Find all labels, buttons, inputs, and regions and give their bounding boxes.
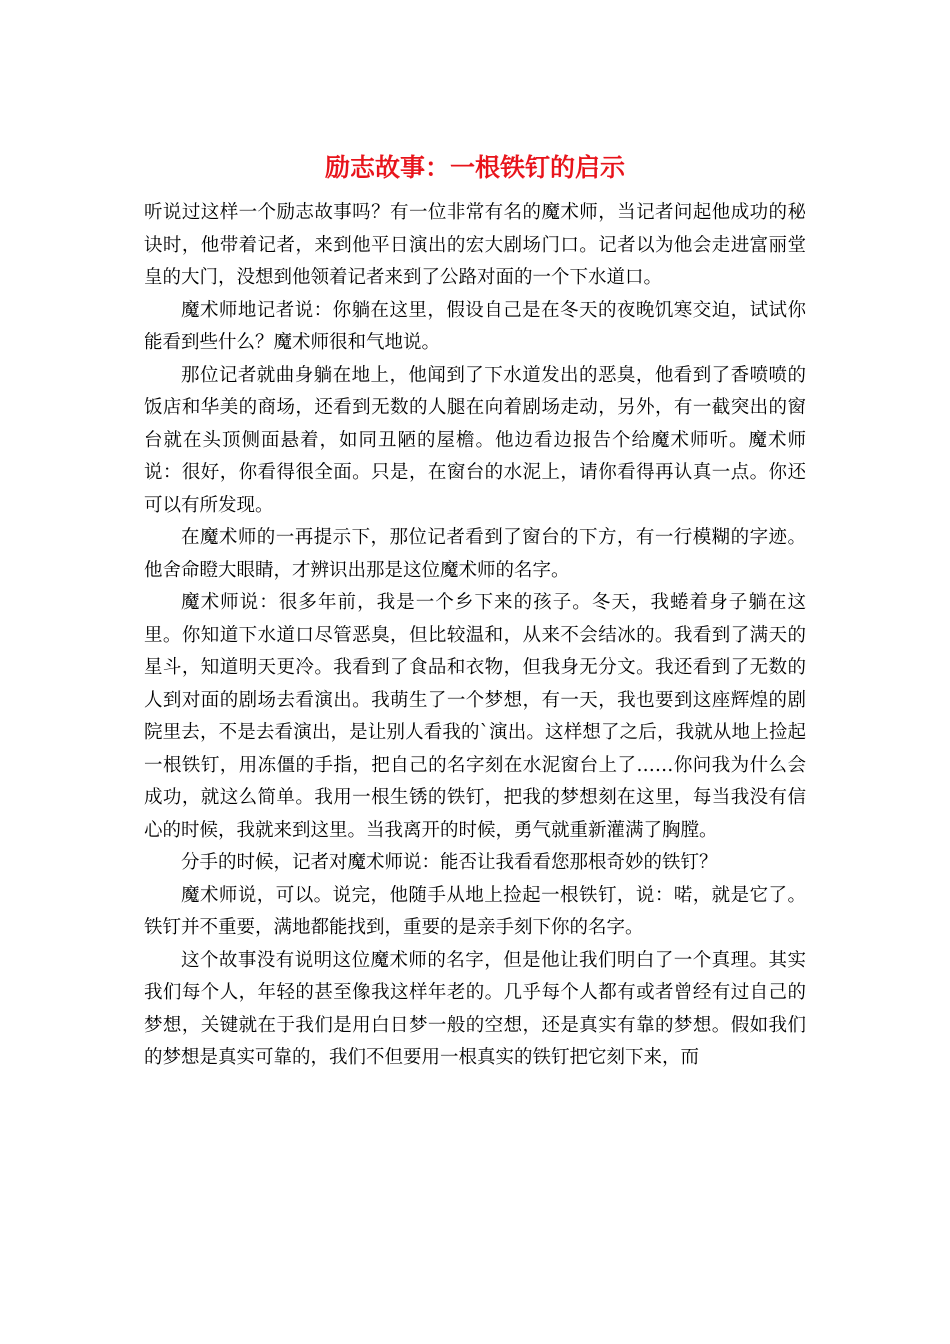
- paragraph-3: 那位记者就曲身躺在地上，他闻到了下水道发出的恶臭，他看到了香喷喷的饭店和华美的商场，还看到无数的人腿在向着剧场走动，另外，有一截突出的窗台就在头顶侧面悬着，如同丑陋的屋檐。他边看边报告个给魔术师听。魔术师说：很好，你看得很全面。只是，在窗台的水泥上，请你看得再认真一点。你还可以有所发现。: [144, 364, 806, 516]
- paragraph-4: 在魔术师的一再提示下，那位记者看到了窗台的下方，有一行模糊的字迹。他舍命瞪大眼睛，才辨识出那是这位魔术师的名字。: [144, 527, 806, 581]
- paragraph-1: 听说过这样一个励志故事吗？有一位非常有名的魔术师，当记者问起他成功的秘诀时，他带着记者，来到他平日演出的宏大剧场门口。记者以为他会走进富丽堂皇的大门，没想到他领着记者来到了公路对面的一个下水道口。: [144, 202, 806, 288]
- paragraph-8: 这个故事没有说明这位魔术师的名字，但是他让我们明白了一个真理。其实我们每个人，年轻的甚至像我这样年老的。几乎每个人都有或者曾经有过自己的梦想，关键就在于我们是用白日梦一般的空想，还是真实有靠的梦想。假如我们的梦想是真实可靠的，我们不但要用一根真实的铁钉把它刻下来，而: [144, 949, 806, 1068]
- paragraph-6: 分手的时候，记者对魔术师说：能否让我看看您那根奇妙的铁钉？: [181, 852, 718, 873]
- paragraph-5: 魔术师说：很多年前，我是一个乡下来的孩子。冬天，我蜷着身子躺在这里。你知道下水道口尽管恶臭，但比较温和，从来不会结冰的。我看到了满天的星斗，知道明天更冷。我看到了食品和衣物，但我身无分文。我还看到了无数的人到对面的剧场去看演出。我萌生了一个梦想，有一天，我也要到这座辉煌的剧院里去，不是去看演出，是让别人看我的`演出。这样想了之后，我就从地上捡起一根铁钉，用冻僵的手指，把自己的名字刻在水泥窗台上了……你问我为什么会成功，就这么简单。我用一根生锈的铁钉，把我的梦想刻在这里，每当我没有信心的时候，我就来到这里。当我离开的时候，勇气就重新灌满了胸膛。: [144, 592, 806, 841]
- paragraph-7: 魔术师说，可以。说完，他随手从地上捡起一根铁钉，说：喏，就是它了。铁钉并不重要，满地都能找到，重要的是亲手刻下你的名字。: [144, 884, 806, 938]
- paragraph-2: 魔术师地记者说：你躺在这里，假设自己是在冬天的夜晚饥寒交迫，试试你能看到些什么？魔术师很和气地说。: [144, 299, 806, 353]
- document-title: 励志故事：一根铁钉的启示: [324, 153, 625, 182]
- document-body: [144, 197, 806, 1075]
